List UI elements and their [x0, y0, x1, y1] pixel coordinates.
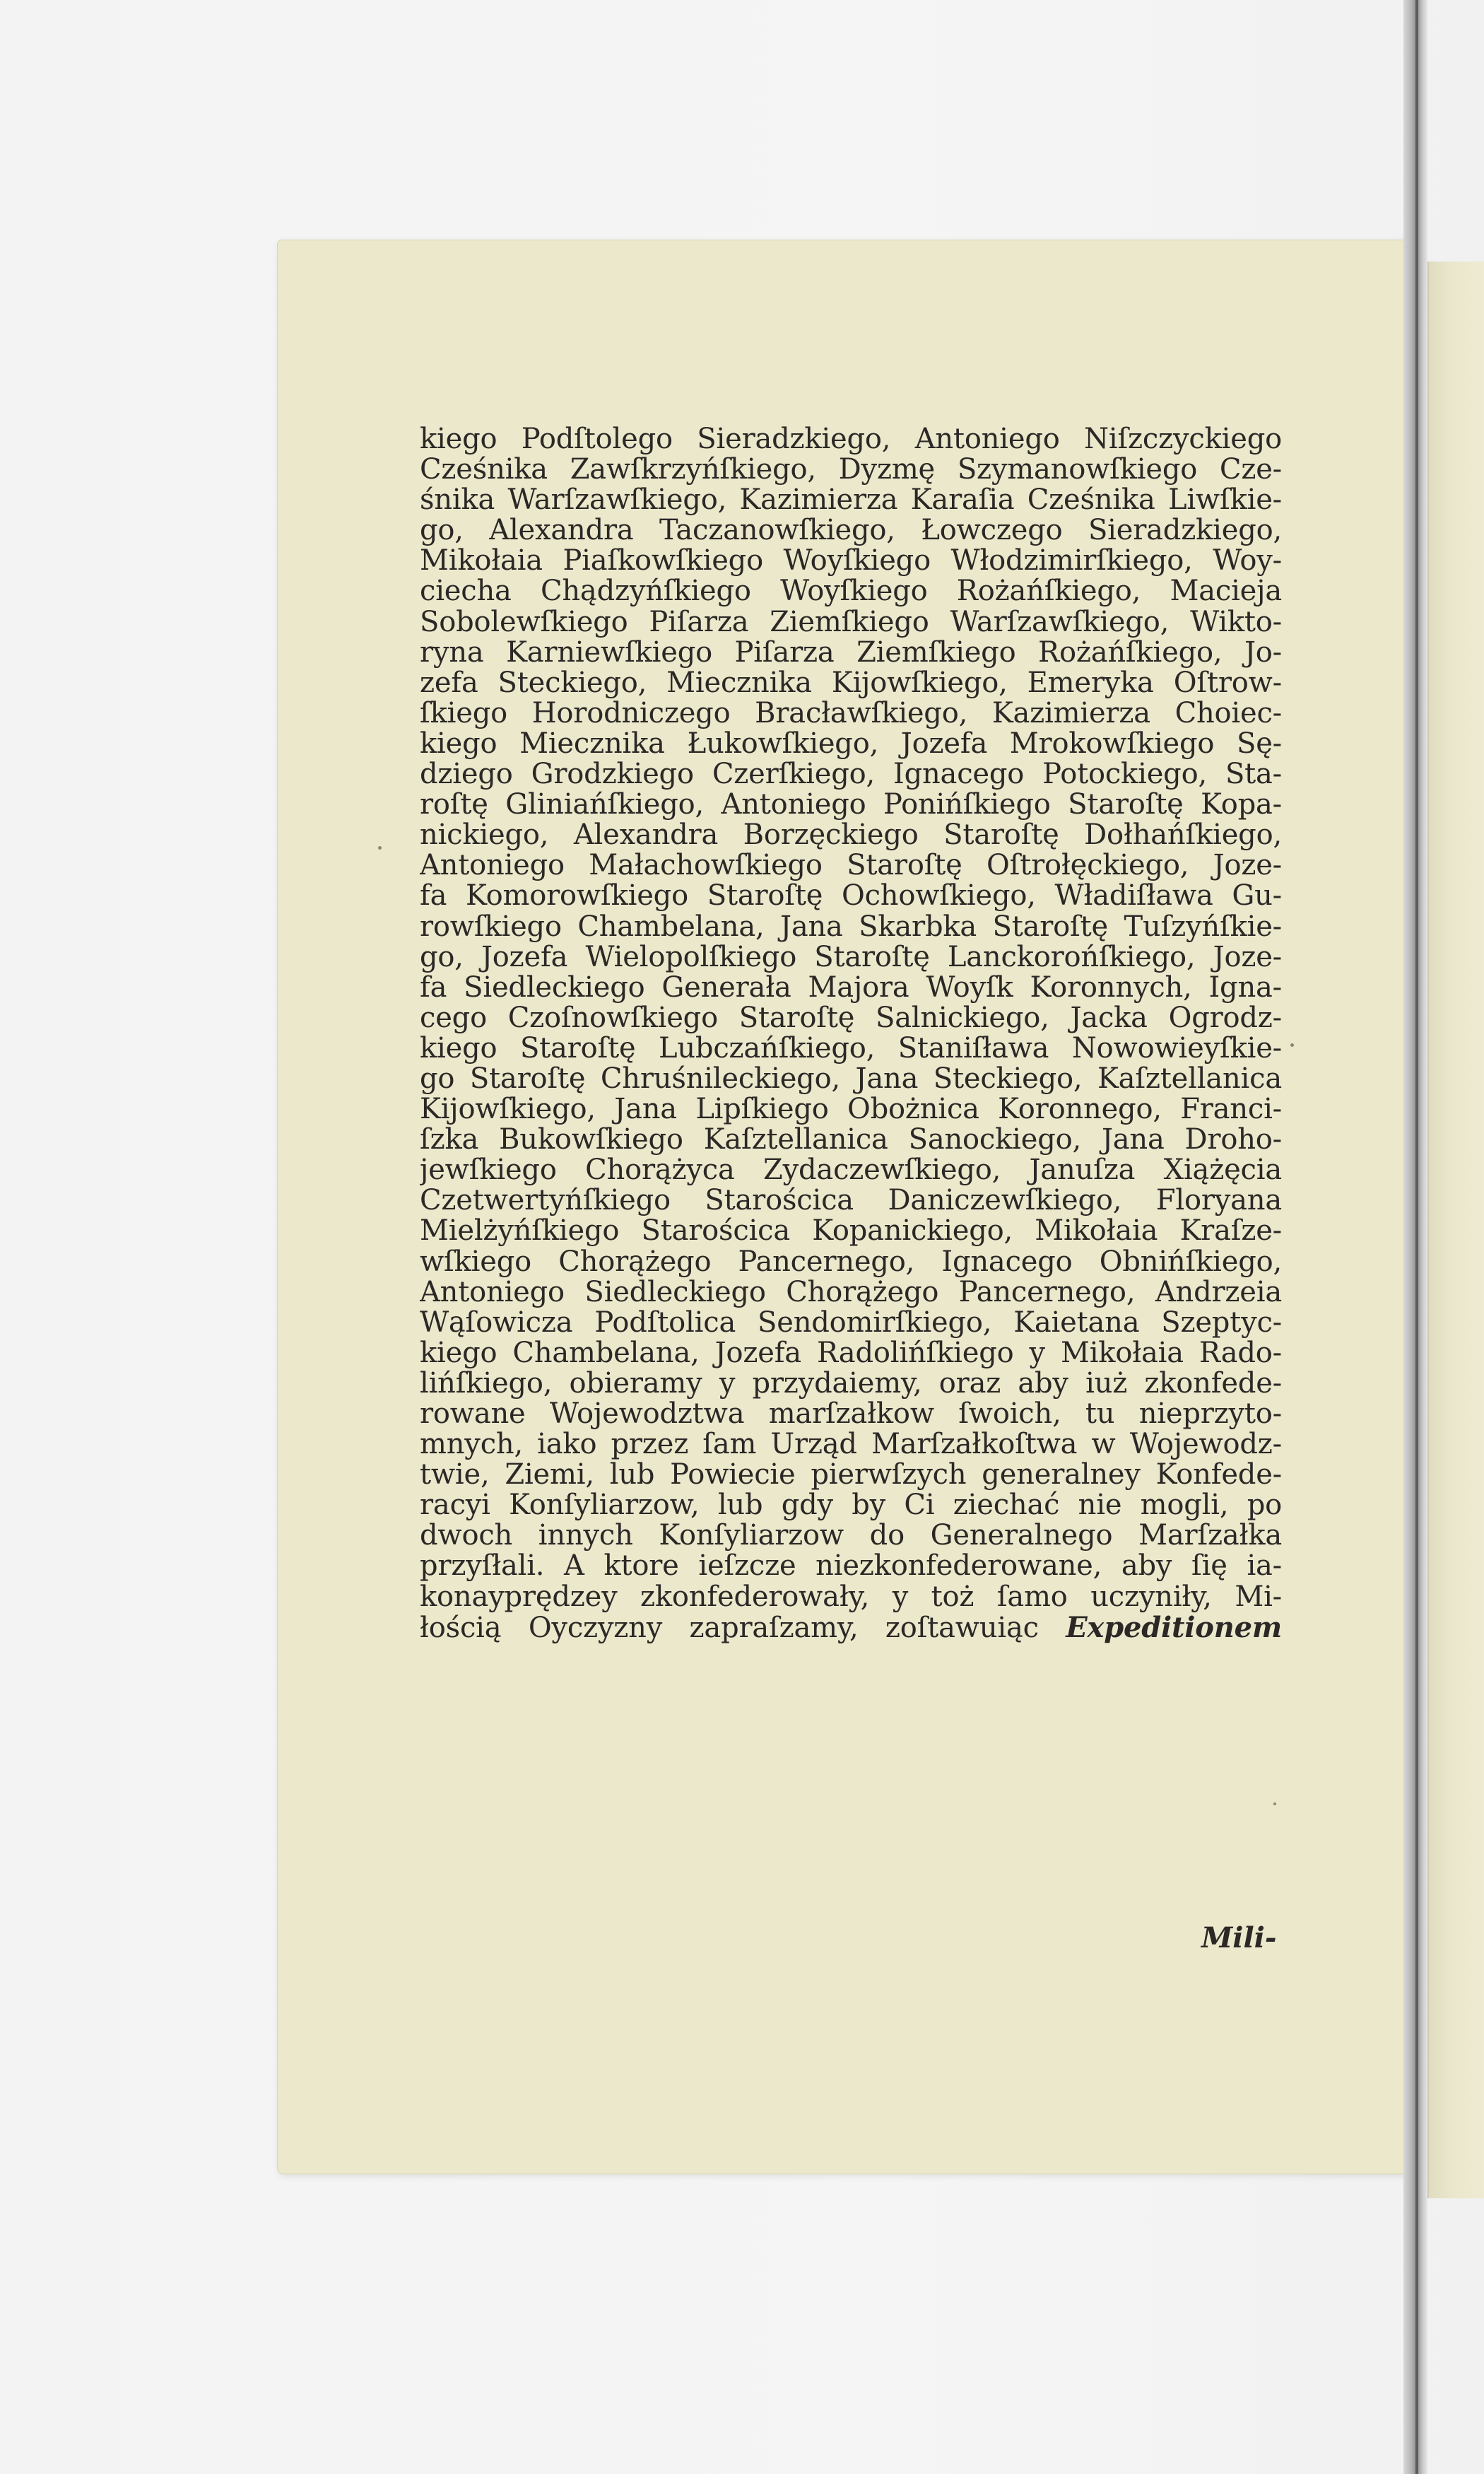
text-line — [420, 668, 1282, 698]
text-line-content: dziego Grodzkiego Czerſkiego, Ignacego Potockiego, Sta- — [420, 759, 1282, 790]
binding-gutter-line — [1415, 0, 1418, 2474]
text-line — [420, 942, 1282, 973]
text-line — [420, 1308, 1282, 1338]
text-line — [420, 790, 1282, 820]
text-line-content: Kijowſkiego, Jana Lipſkiego Obożnica Koronnego, Franci- — [420, 1094, 1282, 1125]
text-line-content: Sobolewſkiego Piſarza Ziemſkiego Warſzawſkiego, Wikto- — [420, 606, 1282, 638]
text-line-content: fa Komorowſkiego Staroſtę Ochowſkiego, Władiſława Gu- — [420, 881, 1282, 912]
text-line-content: rowſkiego Chambelana, Jana Skarbka Staroſtę Tuſzyńſkie- — [420, 911, 1282, 942]
text-line-content: ſzka Bukowſkiego Kaſztellanica Sanockiego, Jana Droho- — [420, 1125, 1282, 1156]
paper-speck — [378, 846, 382, 850]
text-line-content: śnika Warſzawſkiego, Kazimierza Karaſia Cześnika Liwſkie- — [420, 485, 1282, 516]
text-line — [420, 455, 1282, 485]
text-line — [420, 850, 1282, 881]
text-line — [420, 912, 1282, 942]
text-line-content: Mielżyńſkiego Starościca Kopanickiego, Mikołaia Kraſze- — [420, 1216, 1282, 1247]
body-text — [420, 424, 1282, 1643]
text-line-content: ciecha Chądzyńſkiego Woyſkiego Rożańſkiego, Macieja — [420, 576, 1282, 607]
text-line — [420, 729, 1282, 759]
text-line-content: łością Oyczyzny zapraſzamy, zoſtawuiąc — [420, 1612, 1039, 1643]
text-line — [420, 1064, 1282, 1094]
text-line — [420, 1155, 1282, 1185]
text-line — [420, 1033, 1282, 1064]
text-line — [420, 1429, 1282, 1460]
text-line — [420, 881, 1282, 911]
text-line-content: rowane Wojewodztwa marſzałkow ſwoich, tu nieprzyto- — [420, 1399, 1282, 1430]
text-line-content: wſkiego Chorążego Pancernego, Ignacego Obnińſkiego, — [420, 1246, 1282, 1277]
text-line-content: Antoniego Siedleckiego Chorążego Pancernego, Andrzeia — [420, 1277, 1282, 1308]
text-line-content: Czetwertyńſkiego Starościca Daniczewſkiego, Floryana — [420, 1185, 1282, 1217]
adjacent-page-edge — [1427, 262, 1484, 2198]
text-line — [420, 698, 1282, 729]
text-line-content: kiego Miecznika Łukowſkiego, Jozefa Mrokowſkiego Sę- — [420, 728, 1282, 760]
text-line-content: mnych, iako przez ſam Urząd Marſzałkoſtwa w Wojewodz- — [420, 1429, 1282, 1460]
text-line — [420, 1216, 1282, 1246]
paper-speck — [1290, 1043, 1294, 1047]
text-line-content: jewſkiego Chorążyca Zydaczewſkiego, Januſza Xiążęcia — [420, 1155, 1282, 1186]
text-line-content: cego Czoſnowſkiego Staroſtę Salnickiego, Jacka Ogrodz- — [420, 1002, 1282, 1033]
text-line — [420, 1520, 1282, 1551]
text-line-content: Mikołaia Piaſkowſkiego Woyſkiego Włodzimirſkiego, Woy- — [420, 546, 1282, 577]
text-line — [420, 1551, 1282, 1581]
text-line — [420, 638, 1282, 668]
text-line — [420, 1338, 1282, 1368]
text-line-content: Cześnika Zawſkrzyńſkiego, Dyzmę Szymanowſkiego Cze- — [420, 455, 1282, 486]
text-line-content: Wąſowicza Podſtolica Sendomirſkiego, Kaietana Szeptyc- — [420, 1307, 1282, 1338]
text-line-content: zefa Steckiego, Miecznika Kijowſkiego, Emeryka Oſtrow- — [420, 667, 1282, 698]
text-line — [420, 576, 1282, 606]
text-line — [420, 1125, 1282, 1155]
text-line-content: ſkiego Horodniczego Bracławſkiego, Kazimierza Choiec- — [420, 698, 1282, 729]
text-line-content: racyi Konſyliarzow, lub gdy by Ci ziechać nie mogli, po — [420, 1490, 1282, 1521]
text-line-content: twie, Ziemi, lub Powiecie pierwſzych generalney Konfede- — [420, 1460, 1282, 1491]
text-line — [420, 1582, 1282, 1612]
text-line — [420, 515, 1282, 546]
text-line-content: Antoniego Małachowſkiego Staroſtę Oſtrołęckiego, Joze- — [420, 850, 1282, 881]
text-line — [420, 485, 1282, 515]
text-line-content: go, Alexandra Taczanowſkiego, Łowczego Sieradzkiego, — [420, 515, 1282, 546]
text-line — [420, 1185, 1282, 1216]
text-line-content: lińſkiego, obieramy y przydaiemy, oraz aby iuż zkonfede- — [420, 1368, 1282, 1399]
text-line-content: go, Jozefa Wielopolſkiego Staroſtę Lanckorońſkiego, Joze- — [420, 942, 1282, 973]
text-line-content: roſtę Gliniańſkiego, Antoniego Ponińſkiego Staroſtę Kopa- — [420, 790, 1282, 821]
text-line — [420, 1003, 1282, 1033]
text-line — [420, 607, 1282, 638]
text-line — [420, 759, 1282, 790]
text-line — [420, 1399, 1282, 1429]
text-line — [420, 1460, 1282, 1490]
text-line-content: go Staroſtę Chruśnileckiego, Jana Steckiego, Kaſztellanica — [420, 1063, 1282, 1095]
text-line-content: konayprędzey zkonfederowały, y toż ſamo uczyniły, Mi- — [420, 1581, 1282, 1612]
text-line — [420, 1277, 1282, 1308]
text-line-content: ryna Karniewſkiego Piſarza Ziemſkiego Rożańſkiego, Jo- — [420, 637, 1282, 668]
paper-speck — [1273, 1802, 1276, 1805]
text-line — [420, 1094, 1282, 1125]
text-line — [420, 424, 1282, 455]
text-line-content: kiego Chambelana, Jozefa Radolińſkiego y Mikołaia Rado- — [420, 1337, 1282, 1368]
text-line-content: fa Siedleckiego Generała Majora Woyſk Koronnych, Igna- — [420, 972, 1282, 1003]
text-line — [420, 546, 1282, 576]
text-line-content: kiego Staroſtę Lubczańſkiego, Staniſława Nowowieyſkie- — [420, 1033, 1282, 1064]
text-line — [420, 820, 1282, 850]
text-line-content: nickiego, Alexandra Borzęckiego Staroſtę Dołhańſkiego, — [420, 820, 1282, 851]
text-line — [420, 973, 1282, 1003]
catchword: Mili- — [1201, 1921, 1277, 1954]
text-line — [420, 1247, 1282, 1277]
text-line-content: dwoch innych Konſyliarzow do Generalnego Marſzałka — [420, 1520, 1282, 1552]
text-line — [420, 1490, 1282, 1520]
text-line-content: przyſłali. A ktore ieſzcze niezkonfederowane, aby ſię ia- — [420, 1551, 1282, 1582]
text-line — [420, 1368, 1282, 1399]
italic-word: Expeditionem — [1066, 1612, 1282, 1643]
text-line — [420, 1612, 1282, 1643]
text-line-content: kiego Podſtolego Sieradzkiego, Antoniego Niſzczyckiego — [420, 424, 1282, 455]
